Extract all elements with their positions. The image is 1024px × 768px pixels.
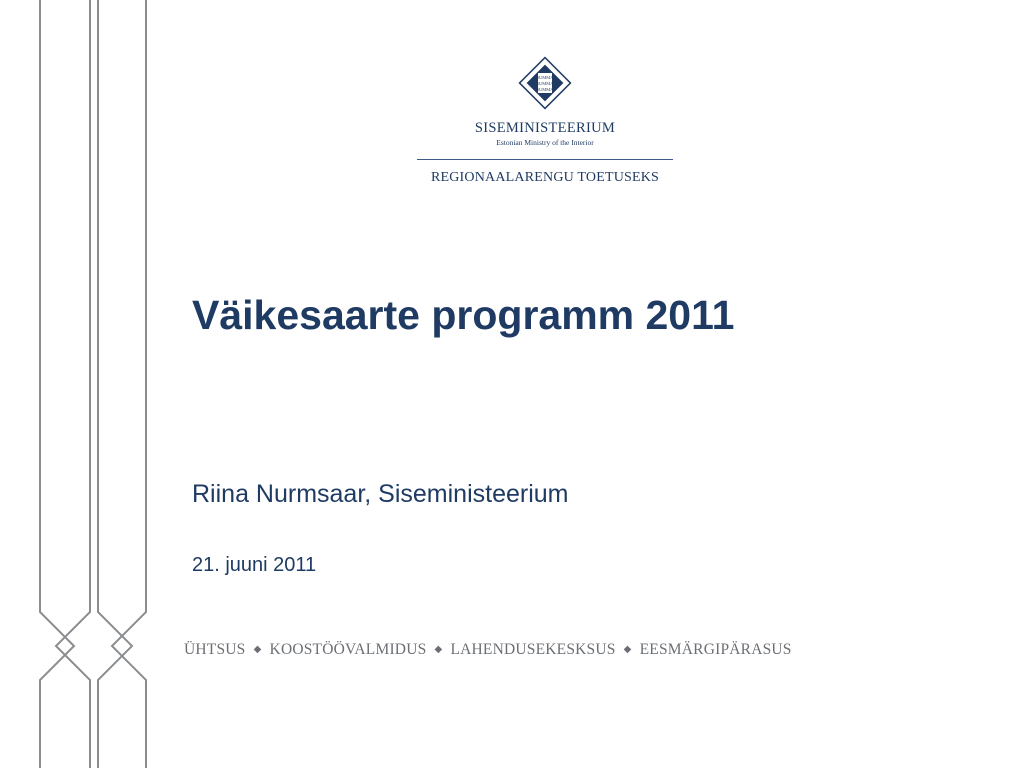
- presentation-date: 21. juuni 2011: [192, 554, 317, 576]
- diamond-separator-icon: ◆: [623, 644, 632, 655]
- organization-subtitle: Estonian Ministry of the Interior: [496, 138, 594, 147]
- logo-divider: [417, 159, 673, 160]
- ministry-emblem-icon: [514, 52, 576, 114]
- organization-name: SISEMINISTEERIUM: [474, 120, 616, 136]
- emblem-line-3: SUMMA: [536, 87, 554, 92]
- slide-title: Väikesaarte programm 2011: [192, 292, 735, 338]
- emblem-line-2: SUMMA: [536, 81, 554, 86]
- decorative-border-ornament: [0, 0, 160, 768]
- diamond-separator-icon: ◆: [253, 644, 262, 655]
- ministry-logo: [400, 52, 690, 186]
- value-item: KOOSTÖÖVALMIDUS: [269, 641, 427, 658]
- emblem-line-1: SUMMA: [536, 75, 554, 80]
- presenter-name: Riina Nurmsaar, Siseministeerium: [192, 480, 569, 508]
- logo-tagline: REGIONAALARENGU TOETUSEKS: [430, 170, 660, 185]
- value-item: ÜHTSUS: [184, 641, 246, 658]
- value-item: LAHENDUSEKESKSUS: [450, 641, 616, 658]
- value-item: EESMÄRGIPÄRASUS: [639, 641, 792, 658]
- values-footer: [184, 641, 792, 659]
- diamond-separator-icon: ◆: [434, 644, 443, 655]
